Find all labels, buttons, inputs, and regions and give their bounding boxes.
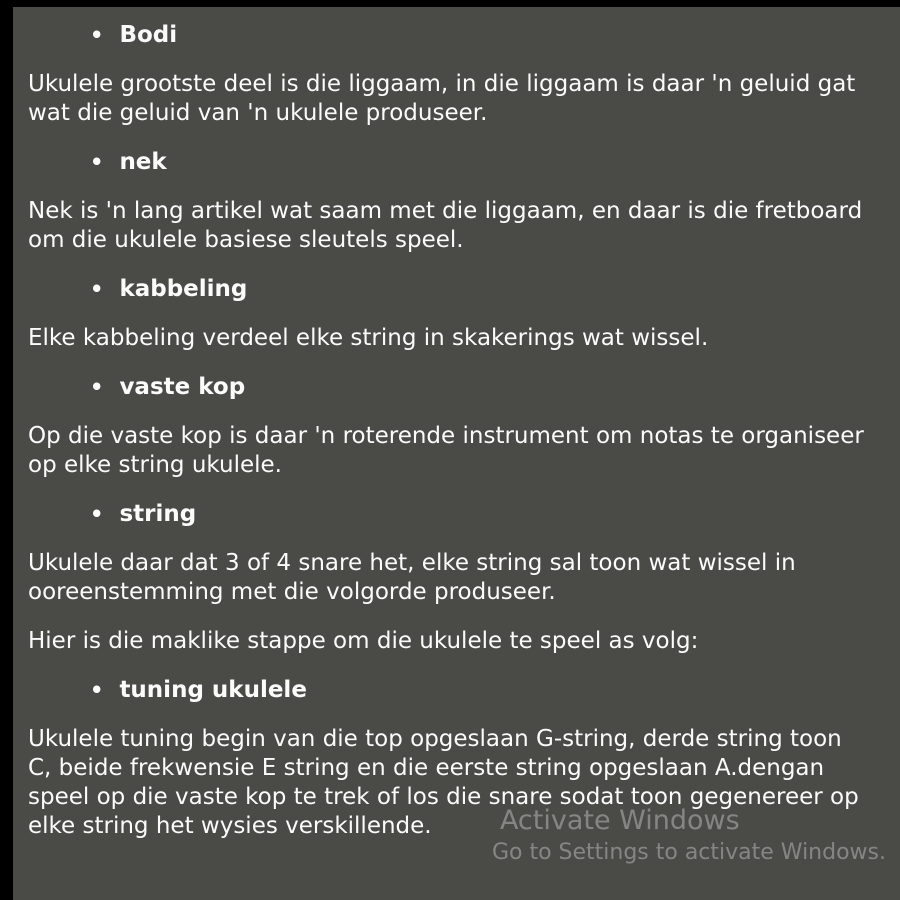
section-heading-row: [28, 21, 872, 50]
section-heading-row: [28, 373, 872, 402]
section-vaste-kop: [28, 373, 872, 480]
section-paragraph: Elke kabbeling verdeel elke string in skakerings wat wissel.: [28, 325, 709, 351]
section-heading-row: [28, 275, 872, 304]
bullet-icon: •: [90, 678, 104, 702]
section-bodi: [28, 21, 872, 128]
watermark-subtitle: Go to Settings to activate Windows.: [491, 840, 886, 865]
section-paragraph: Ukulele tuning begin van die top opgeslaan G-string, derde string toon C, beide frekwensie E string en die eerste string opgeslaan A.dengan speel op die vaste kop te trek of los die snare sodat toon gegenereer op elke string het wysies verskillende.: [28, 726, 859, 839]
watermark-title: Activate Windows: [499, 805, 740, 836]
section-heading-row: [28, 500, 872, 529]
bullet-icon: •: [90, 277, 104, 301]
section-heading: kabbeling: [119, 276, 248, 302]
section-paragraph: Ukulele grootste deel is die liggaam, in die liggaam is daar 'n geluid gat wat die geluid van 'n ukulele produseer.: [28, 71, 856, 126]
section-nek: [28, 148, 872, 255]
section-heading: nek: [119, 149, 167, 175]
section-tuning-ukulele: [28, 676, 872, 841]
section-heading-row: [28, 148, 872, 177]
section-paragraph: Ukulele daar dat 3 of 4 snare het, elke string sal toon wat wissel in ooreenstemming met die volgorde produseer.: [28, 550, 796, 605]
bullet-icon: •: [90, 23, 104, 47]
section-heading: vaste kop: [119, 374, 246, 400]
section-heading: tuning ukulele: [119, 677, 307, 703]
section-paragraph: Op die vaste kop is daar 'n roterende instrument om notas te organiseer op elke string ukulele.: [28, 423, 864, 478]
steps-intro-paragraph: Hier is die maklike stappe om die ukulele te speel as volg:: [28, 628, 699, 654]
bullet-icon: •: [90, 150, 104, 174]
section-heading: Bodi: [119, 22, 178, 48]
section-heading: string: [119, 501, 197, 527]
section-paragraph: Nek is 'n lang artikel wat saam met die liggaam, en daar is die fretboard om die ukulele basiese sleutels speel.: [28, 198, 863, 253]
bullet-icon: •: [90, 502, 104, 526]
section-string: [28, 500, 872, 607]
section-heading-row: [28, 676, 872, 705]
bullet-icon: •: [90, 375, 104, 399]
section-kabbeling: [28, 275, 872, 353]
